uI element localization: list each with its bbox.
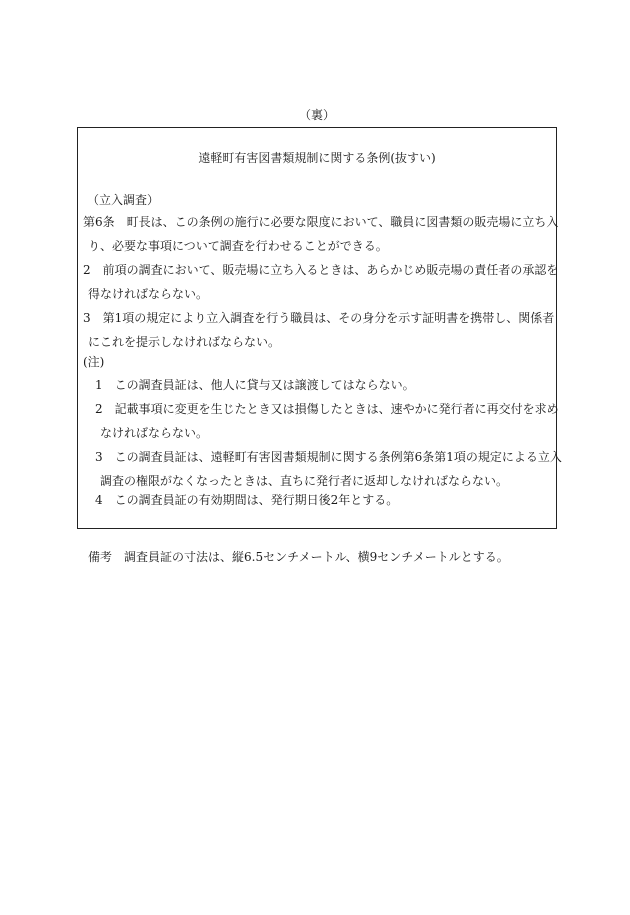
article-line: 第6条 町長は、この条例の施行に必要な限度において、職員に図書類の販売場に立ち入 [83, 215, 559, 229]
article-line: にこれを提示しなければならない。 [88, 335, 281, 349]
article-line: り、必要な事項について調査を行わせることができる。 [88, 239, 388, 253]
section-heading: （立入調査） [87, 193, 160, 207]
note-line: 1 この調査員証は、他人に貸与又は譲渡してはならない。 [95, 378, 415, 392]
article-line: 2 前項の調査において、販売場に立ち入るときは、あらかじめ販売場の責任者の承認を [83, 263, 559, 277]
note-line: 調査の権限がなくなったときは、直ちに発行者に返却しなければならない。 [100, 474, 509, 488]
article-line: 得なければならない。 [88, 287, 209, 301]
notes-label: (注) [83, 355, 105, 369]
note-line: 2 記載事項に変更を生じたとき又は損傷したときは、速やかに発行者に再交付を求め [95, 402, 559, 416]
article-line: 3 第1項の規定により立入調査を行う職員は、その身分を示す証明書を携帯し、関係者 [83, 311, 555, 325]
note-line: なければならない。 [100, 426, 209, 440]
note-line: 4 この調査員証の有効期間は、発行期日後2年とする。 [95, 493, 399, 507]
side-label: （裏） [298, 108, 335, 122]
regulation-excerpt-box [77, 127, 557, 529]
note-line: 3 この調査員証は、遠軽町有害図書類規制に関する条例第6条第1項の規定による立入 [95, 450, 562, 464]
remark: 備考 調査員証の寸法は、縦6.5センチメートル、横9センチメートルとする。 [88, 550, 509, 564]
box-title: 遠軽町有害図書類規制に関する条例(抜すい) [198, 151, 436, 165]
